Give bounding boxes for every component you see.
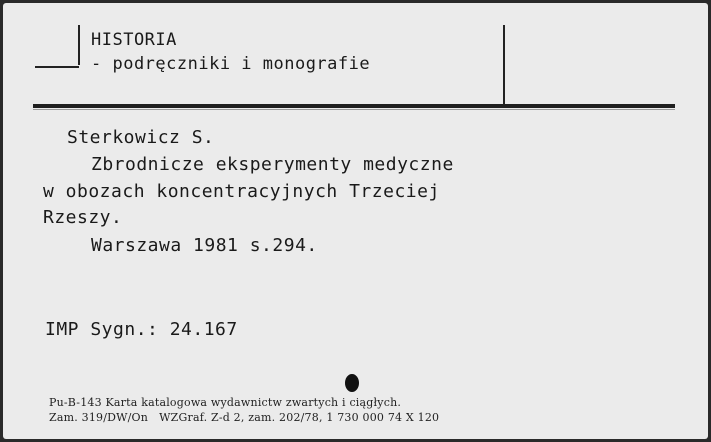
call-number: IMP Sygn.: 24.167 [45,319,238,340]
header-dash-mark [35,66,79,68]
category-heading: HISTORIA [91,30,177,50]
header-vertical-rule [503,25,505,105]
catalog-card [3,3,708,439]
header-rule-shadow [33,109,675,110]
subcategory-heading: - podręczniki i monografie [91,54,371,74]
publication-info: Warszawa 1981 s.294. [91,235,318,256]
footer-print-order: Zam. 319/DW/On WZGraf. Z-d 2, zam. 202/78, 1 730 000 74 X 120 [49,411,440,424]
card-punch-hole [345,374,359,392]
title-line-3: Rzeszy. [43,207,123,228]
title-line-2: w obozach koncentracyjnych Trzeciej [43,181,440,202]
footer-form-name: Pu-B-143 Karta katalogowa wydawnictw zwartych i ciągłych. [49,396,402,409]
author-name: Sterkowicz S. [67,127,215,148]
title-line-1: Zbrodnicze eksperymenty medyczne [91,154,454,175]
header-horizontal-rule [33,104,675,108]
header-tick-mark [78,25,80,65]
